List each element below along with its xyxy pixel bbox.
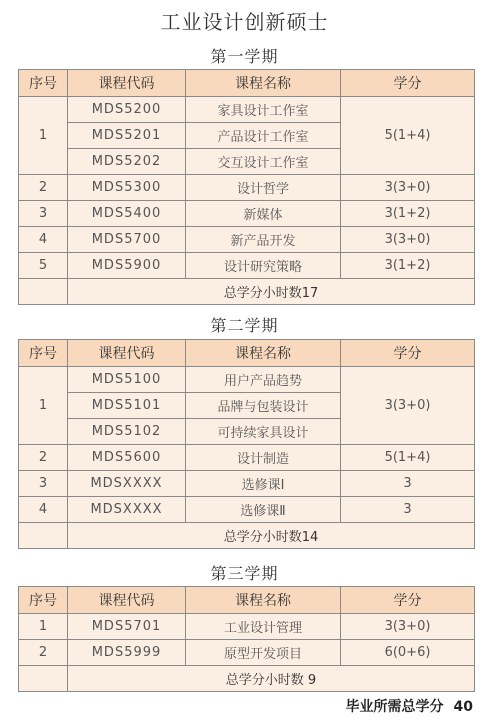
course-code: MDS5102 — [68, 419, 186, 445]
course-credit: 5(1+4) — [341, 97, 475, 175]
course-name: 新产品开发 — [186, 227, 341, 253]
total-credits: 总学分小时数17 — [68, 279, 475, 305]
table-row — [19, 97, 475, 123]
header-name: 课程名称 — [186, 70, 341, 97]
total-credits: 总学分小时数 9 — [68, 666, 475, 692]
graduation-credits-label: 毕业所需总学分 — [345, 699, 444, 715]
row-no: 4 — [19, 227, 68, 253]
table-row — [19, 227, 475, 253]
course-name: 品牌与包装设计 — [186, 393, 341, 419]
course-code: MDS5999 — [68, 640, 186, 666]
course-code: MDS5300 — [68, 175, 186, 201]
row-no: 2 — [19, 640, 68, 666]
course-name: 选修课Ⅰ — [186, 471, 341, 497]
total-spacer — [19, 666, 68, 692]
course-code: MDS5101 — [68, 393, 186, 419]
row-no: 3 — [19, 201, 68, 227]
course-code: MDSXXXX — [68, 497, 186, 523]
table-row — [19, 175, 475, 201]
course-code: MDS5202 — [68, 149, 186, 175]
course-name: 设计研究策略 — [186, 253, 341, 279]
table-row — [19, 445, 475, 471]
total-row — [19, 666, 475, 692]
table-header-row — [19, 70, 475, 97]
course-name: 设计哲学 — [186, 175, 341, 201]
course-code: MDS5600 — [68, 445, 186, 471]
course-name: 产品设计工作室 — [186, 123, 341, 149]
row-no: 1 — [19, 97, 68, 175]
header-credit: 学分 — [341, 340, 475, 367]
course-credit: 3(3+0) — [341, 227, 475, 253]
course-code: MDS5200 — [68, 97, 186, 123]
row-no: 5 — [19, 253, 68, 279]
header-code: 课程代码 — [68, 340, 186, 367]
course-credit: 3(1+2) — [341, 253, 475, 279]
course-code: MDS5100 — [68, 367, 186, 393]
course-name: 用户产品趋势 — [186, 367, 341, 393]
course-credit: 3(3+0) — [341, 175, 475, 201]
course-code: MDS5900 — [68, 253, 186, 279]
table-row — [19, 471, 475, 497]
total-row — [19, 523, 475, 549]
course-name: 设计制造 — [186, 445, 341, 471]
course-code: MDS5400 — [68, 201, 186, 227]
row-no: 2 — [19, 445, 68, 471]
table-row — [19, 497, 475, 523]
graduation-credits — [346, 696, 473, 716]
header-code: 课程代码 — [68, 70, 186, 97]
table-row — [19, 253, 475, 279]
course-name: 选修课Ⅱ — [186, 497, 341, 523]
header-name: 课程名称 — [186, 587, 341, 614]
course-name: 原型开发项目 — [186, 640, 341, 666]
page-title: 工业设计创新硕士 — [160, 10, 329, 34]
course-credit: 3(3+0) — [341, 367, 475, 445]
course-code: MDS5700 — [68, 227, 186, 253]
course-code: MDS5701 — [68, 614, 186, 640]
table-row — [19, 367, 475, 393]
row-no: 1 — [19, 614, 68, 640]
header-credit: 学分 — [341, 587, 475, 614]
course-credit: 3 — [341, 471, 475, 497]
course-code: MDS5201 — [68, 123, 186, 149]
semester-3-table — [18, 586, 475, 692]
table-header-row — [19, 340, 475, 367]
header-code: 课程代码 — [68, 587, 186, 614]
row-no: 1 — [19, 367, 68, 445]
header-name: 课程名称 — [186, 340, 341, 367]
semester-title: 第二学期 — [210, 316, 279, 335]
course-name: 可持续家具设计 — [186, 419, 341, 445]
graduation-credits-value: 40 — [453, 699, 473, 715]
course-name: 交互设计工作室 — [186, 149, 341, 175]
semester-title: 第三学期 — [210, 564, 279, 583]
table-row — [19, 614, 475, 640]
semester-title: 第一学期 — [210, 47, 279, 66]
semester-1-table — [18, 69, 475, 305]
header-credit: 学分 — [341, 70, 475, 97]
total-spacer — [19, 523, 68, 549]
table-row — [19, 201, 475, 227]
header-no: 序号 — [19, 340, 68, 367]
semester-2-table — [18, 339, 475, 549]
course-credit: 3 — [341, 497, 475, 523]
header-no: 序号 — [19, 70, 68, 97]
course-name: 工业设计管理 — [186, 614, 341, 640]
total-credits: 总学分小时数14 — [68, 523, 475, 549]
table-row — [19, 640, 475, 666]
row-no: 3 — [19, 471, 68, 497]
course-name: 家具设计工作室 — [186, 97, 341, 123]
total-row — [19, 279, 475, 305]
course-name: 新媒体 — [186, 201, 341, 227]
course-credit: 3(1+2) — [341, 201, 475, 227]
row-no: 4 — [19, 497, 68, 523]
total-spacer — [19, 279, 68, 305]
course-credit: 3(3+0) — [341, 614, 475, 640]
row-no: 2 — [19, 175, 68, 201]
table-header-row — [19, 587, 475, 614]
course-credit: 6(0+6) — [341, 640, 475, 666]
course-code: MDSXXXX — [68, 471, 186, 497]
header-no: 序号 — [19, 587, 68, 614]
course-credit: 5(1+4) — [341, 445, 475, 471]
